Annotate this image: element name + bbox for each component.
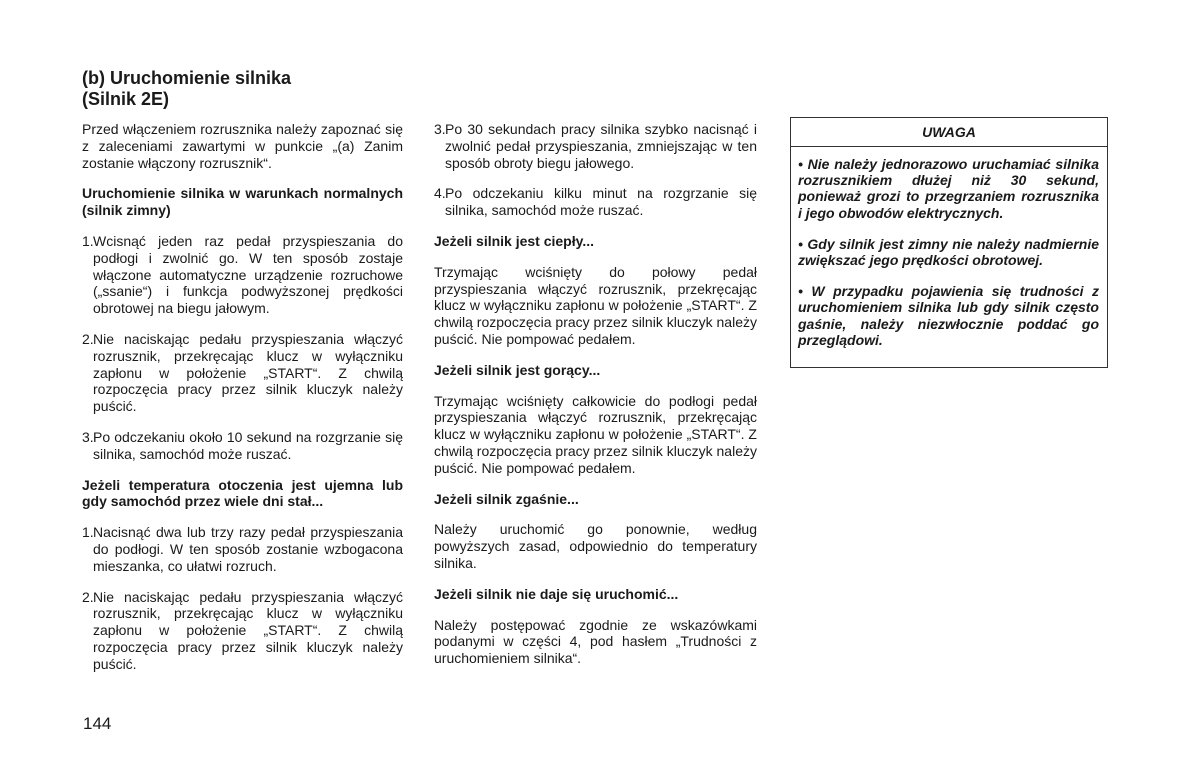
warning-items bbox=[791, 147, 1107, 348]
list-item bbox=[82, 524, 403, 574]
column-middle bbox=[434, 121, 757, 667]
page-number: 144 bbox=[83, 714, 112, 733]
list-item-text: Nie naciskając pedału przyspieszania włączyć rozrusznik, przekręcając klucz w wyłączniku zapłonu w położenie „START“. Z chwilą rozpoczęcia pracy przez silnik kluczyk należy puścić. bbox=[93, 588, 403, 672]
intro-paragraph: Przed włączeniem rozrusznika należy zapoznać się z zaleceniami zawartymi w punkcie „(a) Zanim zostanie włączony rozrusznik“. bbox=[82, 121, 403, 171]
warning-title: UWAGA bbox=[791, 118, 1107, 147]
list-item-text: Nie naciskając pedału przyspieszania włączyć rozrusznik, przekręcając klucz w wyłączniku zapłonu w położenie „START“. Z chwilą rozpoczęcia pracy przez silnik kluczyk należy puścić. bbox=[93, 330, 403, 415]
list-item-number: 4. bbox=[434, 185, 446, 202]
heading-engine-warm: Jeżeli silnik jest ciepły... bbox=[434, 232, 595, 249]
list-item-text: Po odczekaniu około 10 sekund na rozgrzanie się silnika, samochód może ruszać. bbox=[93, 428, 403, 462]
section-title bbox=[82, 68, 291, 110]
list-item bbox=[434, 185, 757, 219]
warning-item: • W przypadku pojawienia się trudności z uruchomieniem silnika lub gdy silnik często gaśnie, należy niezwłocznie poddać go przeglądowi. bbox=[798, 283, 1099, 348]
list-item-text: Wcisnąć jeden raz pedał przyspieszania do podłogi i zwolnić go. W ten sposób zostaje włączone automatyczne urządzenie rozruchowe („ssanie“) i funkcja podwyższonej prędkości obrotowej na biegu jałowym. bbox=[93, 232, 403, 317]
paragraph-engine-warm: Trzymając wciśnięty do połowy pedał przyspieszania włączyć rozrusznik, przekręcając klucz w wyłączniku zapłonu w położenie „START“. Z chwilą rozpoczęcia pracy przez silnik kluczyk należy puścić. Nie pompować pedałem. bbox=[434, 263, 757, 347]
paragraph-engine-nostart: Należy postępować zgodnie ze wskazówkami podanymi w części 4, pod hasłem „Trudności z uruchomieniem silnika“. bbox=[434, 616, 757, 667]
list-item bbox=[82, 233, 403, 317]
warning-box bbox=[790, 117, 1108, 368]
section-title-line1: (b) Uruchomienie silnika bbox=[82, 68, 292, 88]
heading-cold-conditions: Jeżeli temperatura otoczenia jest ujemna lub gdy samochód przez wiele dni stał... bbox=[82, 476, 403, 510]
list-item-number: 2. bbox=[82, 330, 94, 347]
list-item-number: 3. bbox=[82, 428, 94, 445]
heading-engine-hot: Jeżeli silnik jest gorący... bbox=[434, 361, 601, 378]
list-item-text: Po 30 sekundach pracy silnika szybko nacisnąć i zwolnić pedał przyspieszania, zmniejszając w ten sposób obroty biegu jałowego. bbox=[445, 121, 757, 171]
paragraph-engine-stall: Należy uruchomić go ponownie, według powyższych zasad, odpowiednio do temperatury silnika. bbox=[434, 521, 757, 571]
list-item-number: 1. bbox=[82, 524, 94, 541]
warning-item: • Nie należy jednorazowo uruchamiać silnika rozrusznikiem dłużej niż 30 sekund, ponieważ grozi to przegrzaniem rozrusznika i jego obwodów elektrycznych. bbox=[798, 156, 1099, 221]
heading-engine-stall: Jeżeli silnik zgaśnie... bbox=[434, 490, 579, 507]
warning-item: • Gdy silnik jest zimny nie należy nadmiernie zwiększać jego prędkości obrotowej. bbox=[798, 235, 1099, 269]
list-item-number: 3. bbox=[434, 121, 446, 137]
list-item bbox=[82, 429, 403, 463]
list-item-number: 2. bbox=[82, 588, 94, 605]
heading-normal-conditions: Uruchomienie silnika w warunkach normalnych (silnik zimny) bbox=[82, 185, 403, 219]
list-item-text: Nacisnąć dwa lub trzy razy pedał przyspieszania do podłogi. W ten sposób zostanie wzbogacona mieszanka, co ułatwi rozruch. bbox=[93, 524, 403, 574]
section-title-line2: (Silnik 2E) bbox=[82, 89, 170, 109]
paragraph-engine-hot: Trzymając wciśnięty całkowicie do podłogi pedał przyspieszania włączyć rozrusznik, przekręcając klucz w wyłączniku zapłonu w położenie „START“. Z chwilą rozpoczęcia pracy przez silnik kluczyk należy puścić. Nie pompować pedałem. bbox=[434, 392, 757, 476]
list-item-text: Po odczekaniu kilku minut na rozgrzanie się silnika, samochód może ruszać. bbox=[445, 185, 757, 219]
heading-engine-nostart: Jeżeli silnik nie daje się uruchomić... bbox=[434, 585, 679, 602]
list-item bbox=[434, 121, 757, 171]
list-item bbox=[82, 589, 403, 673]
column-left bbox=[82, 121, 403, 673]
list-item bbox=[82, 331, 403, 415]
list-item-number: 1. bbox=[82, 232, 94, 249]
